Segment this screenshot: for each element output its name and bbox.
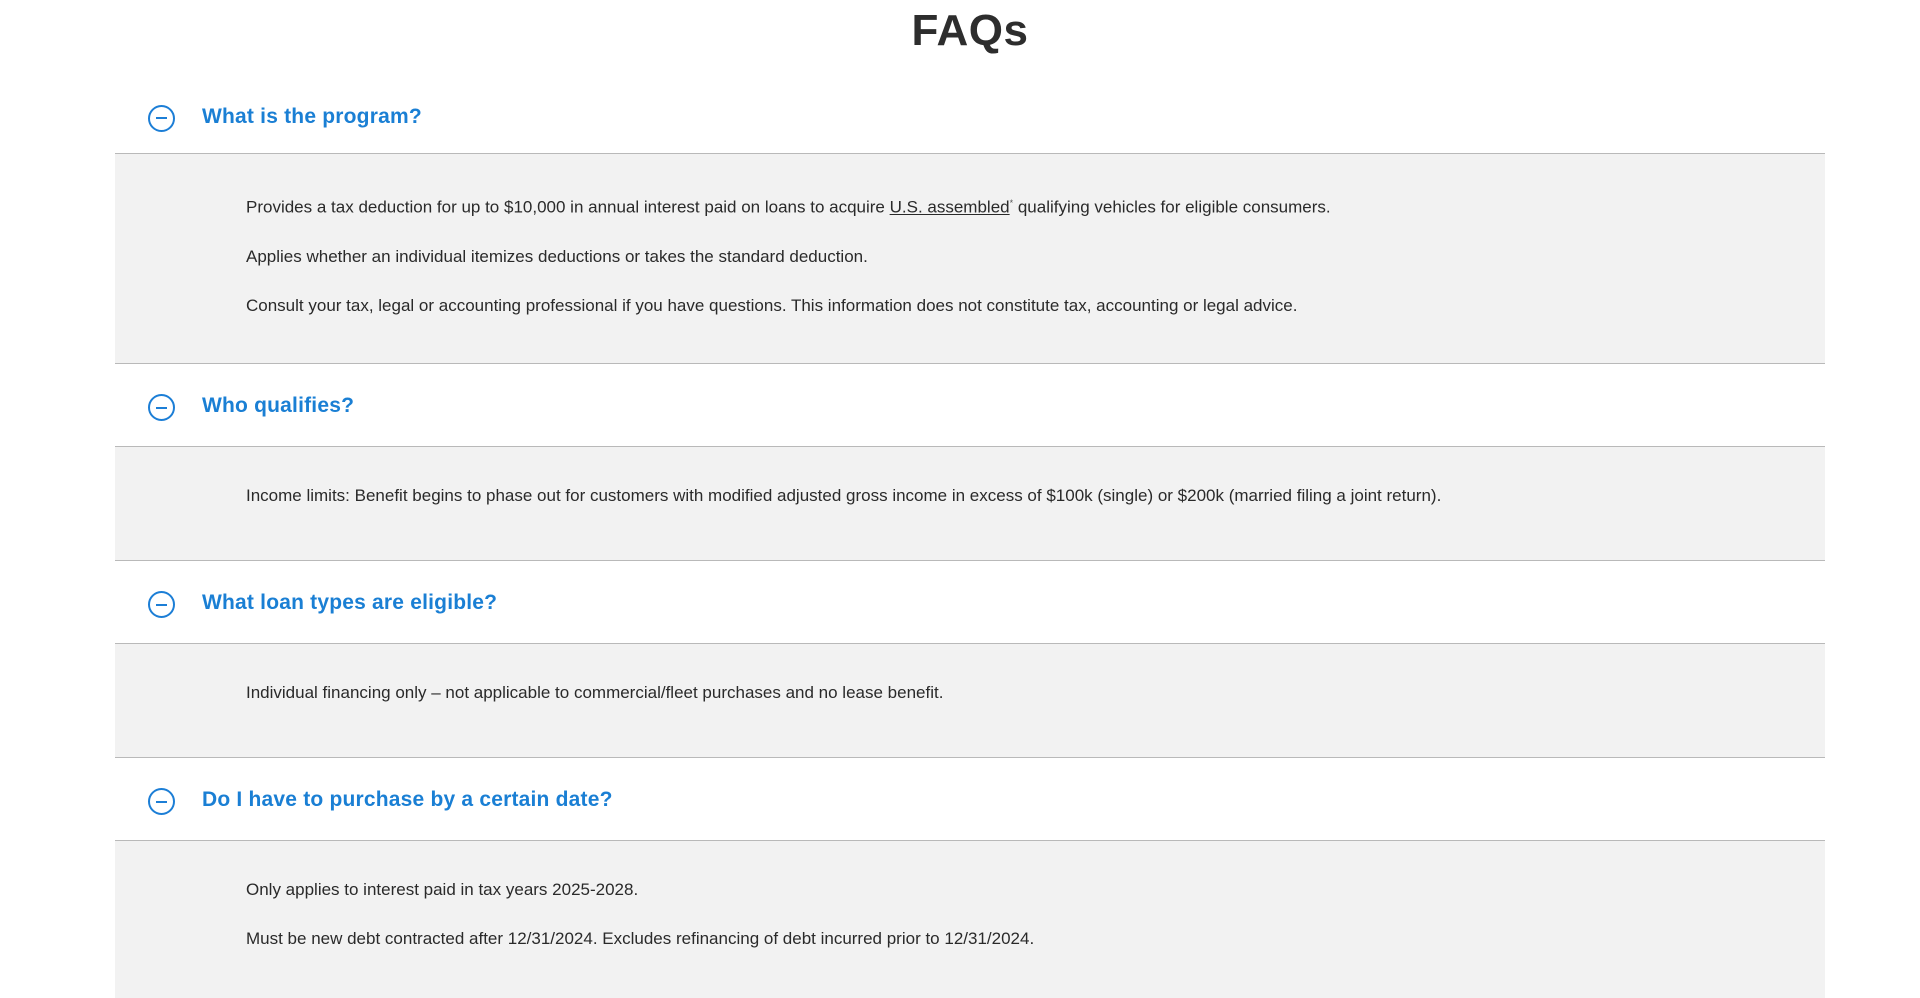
faq-question[interactable]: Who qualifies? [202, 394, 355, 417]
minus-circle-icon[interactable] [148, 394, 175, 421]
faq-item-purchase-date [115, 758, 1825, 998]
us-assembled-link[interactable]: U.S. assembled [889, 197, 1010, 217]
minus-circle-icon[interactable] [148, 591, 175, 618]
faq-question[interactable]: What is the program? [202, 104, 422, 128]
faq-answer-loan-types [115, 644, 1825, 758]
faq-answer-program [115, 154, 1825, 364]
faq-answer-purchase-date [115, 841, 1825, 998]
answer-paragraph: Only applies to interest paid in tax years 2025-2028. [246, 880, 639, 899]
faq-question[interactable]: Do I have to purchase by a certain date? [202, 788, 613, 811]
answer-paragraph: Individual financing only – not applicable to commercial/fleet purchases and no lease benefit. [246, 683, 944, 702]
faq-item-loan-types [115, 561, 1825, 758]
answer-paragraph: Consult your tax, legal or accounting professional if you have questions. This information does not constitute tax, accounting or legal advice. [246, 295, 1298, 315]
answer-paragraph [246, 192, 1825, 219]
page-title: FAQs [911, 6, 1029, 55]
faq-header-purchase-date[interactable] [115, 758, 1825, 841]
faq-list [115, 78, 1825, 998]
faq-header-qualifies[interactable] [115, 364, 1825, 447]
answer-text: qualifying vehicles for eligible consumers. [1013, 197, 1331, 217]
faq-answer-qualifies [115, 447, 1825, 561]
faq-item-qualifies [115, 364, 1825, 561]
minus-circle-icon[interactable] [148, 105, 175, 132]
answer-text: Provides a tax deduction for up to $10,000 in annual interest paid on loans to acquire [246, 197, 890, 217]
faq-header-loan-types[interactable] [115, 561, 1825, 644]
answer-paragraph: Applies whether an individual itemizes deductions or takes the standard deduction. [246, 246, 868, 266]
answer-paragraph: Income limits: Benefit begins to phase out for customers with modified adjusted gross income in excess of $100k (single) or $200k (married filing a joint return). [246, 486, 1442, 505]
faq-question[interactable]: What loan types are eligible? [202, 591, 498, 614]
answer-paragraph: Must be new debt contracted after 12/31/2024. Excludes refinancing of debt incurred prior to 12/31/2024. [246, 929, 1035, 948]
footnote-marker[interactable]: * [1009, 198, 1014, 208]
faq-header-program[interactable] [115, 78, 1825, 154]
faq-item-program [115, 78, 1825, 364]
minus-circle-icon[interactable] [148, 788, 175, 815]
